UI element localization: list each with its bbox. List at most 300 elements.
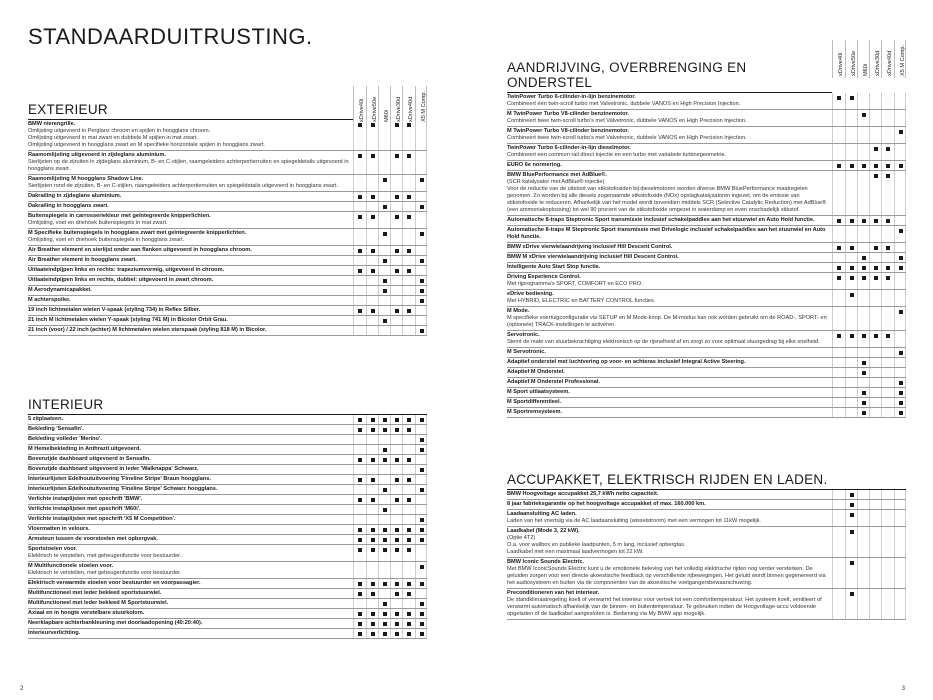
standard-marker — [402, 455, 414, 464]
table-row — [507, 263, 906, 273]
empty-cell — [390, 256, 402, 265]
empty-cell — [869, 398, 881, 407]
standard-marker — [857, 368, 869, 377]
standard-marker — [415, 202, 427, 211]
row-text — [28, 619, 353, 628]
availability-cells — [353, 609, 427, 618]
empty-cell — [845, 127, 857, 143]
row-description: M specifieke voertuigconfiguratie via SETUP en M Mode-knop. De M-modus kan ook worden gebruikt om de ROAD-, SPORT- en (optionele) TRACK-instellingen te activeren. — [507, 315, 827, 328]
standard-marker — [415, 579, 427, 588]
model-name: xDrive40d — [408, 96, 415, 122]
standard-marker — [832, 331, 844, 347]
availability-cells — [832, 290, 906, 306]
row-title: M TwinPower Turbo V8-cilinder benzinemotor. — [507, 111, 629, 117]
table-row — [28, 525, 427, 535]
table-row — [507, 171, 906, 216]
empty-cell — [353, 562, 365, 578]
availability-cells — [832, 490, 906, 499]
standard-marker — [366, 535, 378, 544]
table-row — [507, 348, 906, 358]
standard-marker — [402, 619, 414, 628]
table-row — [28, 599, 427, 609]
row-text — [507, 216, 832, 225]
empty-cell — [857, 171, 869, 215]
empty-cell — [894, 331, 906, 347]
row-title: Raamomlijsting M hoogglans Shadow Line. — [28, 176, 144, 182]
empty-cell — [832, 110, 844, 126]
standard-marker — [894, 398, 906, 407]
standard-marker — [402, 475, 414, 484]
model-name: xDrive30d — [875, 50, 882, 76]
row-title: Intelligente Auto Start Stop functie. — [507, 264, 601, 270]
row-title: EURO 6e normering. — [507, 162, 562, 168]
empty-cell — [832, 408, 844, 417]
availability-cells — [353, 535, 427, 544]
row-text — [28, 525, 353, 534]
empty-cell — [390, 229, 402, 245]
standard-marker — [353, 266, 365, 275]
empty-cell — [869, 408, 881, 417]
model-name: xDrive30d — [396, 96, 403, 122]
model-column-header — [366, 86, 378, 124]
table-row — [507, 510, 906, 527]
row-title: M Multifunctionele stoelen voor. — [28, 563, 114, 569]
standard-marker — [402, 535, 414, 544]
row-title: eDrive bediening. — [507, 291, 554, 297]
availability-cells — [832, 273, 906, 289]
table-row — [507, 490, 906, 500]
model-column-header — [832, 40, 844, 78]
standard-marker — [402, 495, 414, 504]
empty-cell — [832, 144, 844, 160]
empty-cell — [845, 408, 857, 417]
empty-cell — [869, 388, 881, 397]
empty-cell — [353, 485, 365, 494]
row-title: Adaptief M Onderstel Professional. — [507, 379, 600, 385]
empty-cell — [894, 500, 906, 509]
standard-marker — [390, 525, 402, 534]
standard-marker — [390, 455, 402, 464]
row-description: (SCR katalysator met AdBlue® injectie) Voor de reductie van de uitstoot van stikstofoxiden bij dieselmotoren worden diverse BMW BluePerformance maatregelen genomen. Zo worden bij alle diesels zogenaamde stikstofoxide (NOx) opslagkatalysatoren ingezet, om de emissie van stikstofoxide te reduceren. Afhankelijk van het model wordt bovendien middels SCR (Selective Catalytic Reduction) met AdBlue® (een ammoniakoplossing) tot wel 90 procent van de stikstofoxide omgezet in waterdamp en even onschadelijk stikstof. — [507, 179, 827, 213]
empty-cell — [390, 326, 402, 335]
empty-cell — [402, 505, 414, 514]
empty-cell — [390, 485, 402, 494]
empty-cell — [857, 378, 869, 387]
row-title: Verlichte instaplijsten met opschrift 'BMW'. — [28, 496, 143, 502]
table-row — [507, 368, 906, 378]
empty-cell — [415, 505, 427, 514]
standard-marker — [353, 246, 365, 255]
empty-cell — [845, 171, 857, 215]
interieur-rows — [28, 415, 427, 639]
row-description: Sierlijsten rond de zijruiten, B- en C-stijlen, raamgeleiders achterportierruiten en spiegeldetails uitgevoerd in hoogglans zwart. — [28, 183, 338, 189]
availability-cells — [353, 306, 427, 315]
standard-marker — [366, 589, 378, 598]
empty-cell — [415, 475, 427, 484]
row-title: M Servotronic. — [507, 349, 546, 355]
standard-marker — [857, 253, 869, 262]
empty-cell — [402, 296, 414, 305]
aandrijving-rows — [507, 93, 906, 418]
row-title: BMW BluePerformance met AdBlue®. — [507, 172, 607, 178]
empty-cell — [845, 307, 857, 330]
standard-marker — [415, 525, 427, 534]
availability-cells — [353, 120, 427, 150]
standard-marker — [353, 425, 365, 434]
standard-marker — [402, 579, 414, 588]
empty-cell — [832, 500, 844, 509]
standard-marker — [366, 415, 378, 424]
model-column-headers — [832, 40, 906, 78]
standard-marker — [845, 589, 857, 619]
standard-marker — [378, 545, 390, 561]
row-text — [507, 558, 832, 588]
row-description: Sierlijsten op de zijruiten in zijdeglans aluminium, B- en C-stijlen, raamgeleiders achterportierruiten en spiegeldetails uitgevoerd in hoogglans zwart. — [28, 159, 349, 172]
standard-marker — [832, 263, 844, 272]
standard-marker — [402, 120, 414, 150]
row-text — [507, 331, 832, 347]
empty-cell — [378, 475, 390, 484]
row-text — [28, 579, 353, 588]
standard-marker — [881, 171, 893, 215]
empty-cell — [353, 505, 365, 514]
empty-cell — [378, 306, 390, 315]
row-title: Multifunctioneel met leder bekleed sportstuurwiel. — [28, 590, 162, 596]
empty-cell — [378, 296, 390, 305]
availability-cells — [353, 579, 427, 588]
empty-cell — [869, 368, 881, 377]
empty-cell — [366, 276, 378, 285]
availability-cells — [353, 151, 427, 174]
availability-cells — [832, 253, 906, 262]
availability-cells — [353, 415, 427, 424]
standard-marker — [378, 609, 390, 618]
empty-cell — [353, 256, 365, 265]
empty-cell — [402, 202, 414, 211]
standard-marker — [390, 589, 402, 598]
empty-cell — [881, 307, 893, 330]
row-title: BMW xDrive vierwielaandrijving inclusief Hill Descent Control. — [507, 244, 673, 250]
row-text — [507, 144, 832, 160]
row-title: 21 inch (voor) / 22 inch (achter) M lichtmetalen wielen sterspaak (styling 818 M) in Bicolor. — [28, 327, 267, 333]
empty-cell — [390, 599, 402, 608]
empty-cell — [402, 485, 414, 494]
standard-marker — [894, 388, 906, 397]
table-row — [28, 151, 427, 175]
standard-marker — [869, 263, 881, 272]
empty-cell — [869, 127, 881, 143]
row-description: Stemt de mate van stuurbekrachtiging elektronisch op de rijsnelheid af en zorgt zo voor optimaal stuurgedrag bij elke snelheid. — [507, 339, 820, 345]
empty-cell — [832, 226, 844, 242]
empty-cell — [881, 348, 893, 357]
standard-marker — [353, 589, 365, 598]
standard-marker — [845, 263, 857, 272]
standard-marker — [402, 415, 414, 424]
empty-cell — [366, 296, 378, 305]
standard-marker — [390, 246, 402, 255]
empty-cell — [894, 358, 906, 367]
row-title: M Hemelbekleding in Anthrazit uitgevoerd. — [28, 446, 141, 452]
standard-marker — [415, 415, 427, 424]
standard-marker — [402, 589, 414, 598]
standard-marker — [378, 445, 390, 454]
table-row — [507, 408, 906, 418]
row-text — [28, 545, 353, 561]
availability-cells — [832, 307, 906, 330]
standard-marker — [832, 216, 844, 225]
empty-cell — [881, 110, 893, 126]
availability-cells — [832, 510, 906, 526]
availability-cells — [832, 527, 906, 557]
empty-cell — [869, 527, 881, 557]
availability-cells — [353, 229, 427, 245]
standard-marker — [869, 144, 881, 160]
row-title: Elektrisch verwarmde stoelen voor bestuurder en voorpassagier. — [28, 580, 201, 586]
model-column-header — [881, 40, 893, 78]
model-column-header — [857, 40, 869, 78]
row-description: Met rijprogramma's SPORT, COMFORT en ECO PRO. — [507, 281, 643, 287]
standard-marker — [390, 619, 402, 628]
row-title: M Sportremsysteem. — [507, 409, 563, 415]
empty-cell — [832, 510, 844, 526]
row-description: Elektrisch te verstellen, met geheugenfunctie voor bestuurder. — [28, 570, 182, 576]
standard-marker — [390, 151, 402, 174]
standard-marker — [353, 151, 365, 174]
row-title: M achterspoiler. — [28, 297, 71, 303]
empty-cell — [390, 562, 402, 578]
standard-marker — [857, 273, 869, 289]
standard-marker — [366, 151, 378, 174]
row-title: Dakrailing in hoogglans zwart. — [28, 203, 109, 209]
row-description: Laden van het voertuig via de AC laadaansluiting (wisselstroom) met een vermogen tot 11kW mogelijk. — [507, 518, 761, 524]
standard-marker — [832, 273, 844, 289]
row-title: BMW M xDrive vierwielaandrijving inclusief Hill Descent Control. — [507, 254, 679, 260]
section-title-aandrijving: AANDRIJVING, OVERBRENGING EN ONDERSTEL — [507, 60, 832, 93]
row-text — [28, 562, 353, 578]
table-row — [28, 296, 427, 306]
standard-marker — [378, 525, 390, 534]
standard-marker — [353, 475, 365, 484]
standard-marker — [390, 475, 402, 484]
row-title: M Specifieke buitenspiegels in hoogglans zwart met geïntegreerde knipperlichten. — [28, 230, 247, 236]
row-title: Interieurlijsten Edelhoutuitvoering 'Fineline Stripe' Schwarz hoogglans. — [28, 486, 218, 492]
empty-cell — [881, 388, 893, 397]
row-title: TwinPower Turbo 6-cilinder-in-lijn dieselmotor. — [507, 145, 631, 151]
empty-cell — [353, 229, 365, 245]
empty-cell — [857, 348, 869, 357]
row-text — [28, 229, 353, 245]
row-text — [28, 256, 353, 265]
row-text — [507, 127, 832, 143]
row-text — [28, 175, 353, 191]
empty-cell — [881, 527, 893, 557]
availability-cells — [353, 316, 427, 325]
availability-cells — [353, 192, 427, 201]
table-row — [507, 253, 906, 263]
row-title: Automatische 8-traps Steptronic Sport transmissie inclusief schakelpaddles aan het stuurwiel en Auto Hold functie. — [507, 217, 815, 223]
standard-marker — [378, 229, 390, 245]
table-row — [28, 465, 427, 475]
table-row — [507, 398, 906, 408]
standard-marker — [353, 525, 365, 534]
standard-marker — [832, 161, 844, 170]
availability-cells — [353, 619, 427, 628]
table-row — [28, 276, 427, 286]
row-title: Bovenzijde dashboard uitgevoerd in leder 'Walknappa' Schwarz. — [28, 466, 199, 472]
empty-cell — [857, 558, 869, 588]
empty-cell — [366, 202, 378, 211]
empty-cell — [415, 151, 427, 174]
row-description: Met HYBRID, ELECTRIC en BATTERY CONTROL functies. — [507, 298, 656, 304]
standard-marker — [881, 216, 893, 225]
empty-cell — [881, 226, 893, 242]
availability-cells — [832, 144, 906, 160]
standard-marker — [869, 171, 881, 215]
empty-cell — [857, 307, 869, 330]
empty-cell — [378, 495, 390, 504]
empty-cell — [869, 500, 881, 509]
row-title: TwinPower Turbo 6-cilinder-in-lijn benzinemotor. — [507, 94, 636, 100]
page-title: STANDAARDUITRUSTING. — [28, 24, 313, 49]
empty-cell — [857, 527, 869, 557]
empty-cell — [402, 445, 414, 454]
empty-cell — [881, 127, 893, 143]
row-description: Met BMW IconicSounds Electric kunt u de emotionele beleving van het volledig elektrische rijden nog verder versterken. De geluiden zorgen voor een directe akoestische feedback op verschillende rijbewegingen. Het geluid wordt binnen gegenereerd via het audiosysteem en buiten via de componenten van de akoestische voetgangersbewaarschuwing. — [507, 566, 826, 586]
availability-cells — [353, 296, 427, 305]
row-text — [28, 306, 353, 315]
standard-marker — [415, 175, 427, 191]
empty-cell — [378, 326, 390, 335]
availability-cells — [832, 368, 906, 377]
standard-marker — [415, 286, 427, 295]
standard-marker — [353, 192, 365, 201]
row-title: 19 inch lichtmetalen wielen V-spaak (styling 734) in Reflex Silber. — [28, 307, 201, 313]
empty-cell — [353, 435, 365, 444]
row-description: Omlijsting uitgevoerd in Perglanz chroom en spijlen in hoogglans chroom. Omlijsting uitgevoerd in mat zwart en dubbele M spijlen in mat zwart. Omlijsting uitgevoerd in hoogglans zwart en M specifieke horizontale spijlen in hoogglans zwart. — [28, 128, 265, 148]
availability-cells — [832, 263, 906, 272]
empty-cell — [881, 378, 893, 387]
standard-marker — [415, 276, 427, 285]
section-aandrijving — [507, 40, 906, 418]
empty-cell — [894, 290, 906, 306]
availability-cells — [832, 500, 906, 509]
empty-cell — [869, 358, 881, 367]
row-description: Elektrisch te verstellen, met geheugenfunctie voor bestuurder. — [28, 553, 182, 559]
table-row — [507, 589, 906, 620]
empty-cell — [881, 510, 893, 526]
standard-marker — [415, 619, 427, 628]
standard-marker — [415, 229, 427, 245]
empty-cell — [832, 358, 844, 367]
empty-cell — [832, 171, 844, 215]
empty-cell — [881, 490, 893, 499]
empty-cell — [869, 558, 881, 588]
row-text — [28, 455, 353, 464]
empty-cell — [415, 495, 427, 504]
empty-cell — [390, 465, 402, 474]
availability-cells — [353, 435, 427, 444]
empty-cell — [353, 465, 365, 474]
empty-cell — [832, 527, 844, 557]
standard-marker — [378, 599, 390, 608]
row-text — [507, 378, 832, 387]
empty-cell — [832, 378, 844, 387]
row-text — [507, 398, 832, 407]
table-row — [507, 558, 906, 589]
empty-cell — [894, 144, 906, 160]
empty-cell — [390, 175, 402, 191]
empty-cell — [857, 144, 869, 160]
standard-marker — [366, 425, 378, 434]
standard-marker — [390, 212, 402, 228]
row-title: M Aerodynamicapakket. — [28, 287, 92, 293]
empty-cell — [415, 316, 427, 325]
table-row — [507, 500, 906, 510]
empty-cell — [366, 465, 378, 474]
empty-cell — [869, 348, 881, 357]
row-title: Interieurverlichting. — [28, 630, 81, 636]
row-text — [28, 316, 353, 325]
empty-cell — [353, 326, 365, 335]
empty-cell — [881, 290, 893, 306]
standard-marker — [894, 226, 906, 242]
table-row — [28, 495, 427, 505]
empty-cell — [366, 256, 378, 265]
model-name: X5 M Comp. — [899, 44, 906, 76]
standard-marker — [857, 110, 869, 126]
table-row — [507, 110, 906, 127]
standard-marker — [378, 619, 390, 628]
empty-cell — [881, 358, 893, 367]
empty-cell — [402, 599, 414, 608]
empty-cell — [378, 246, 390, 255]
availability-cells — [832, 388, 906, 397]
standard-marker — [378, 505, 390, 514]
standard-marker — [353, 609, 365, 618]
empty-cell — [415, 545, 427, 561]
empty-cell — [390, 435, 402, 444]
empty-cell — [857, 510, 869, 526]
empty-cell — [894, 216, 906, 225]
empty-cell — [402, 276, 414, 285]
row-title: Bekleding volleder 'Merino'. — [28, 436, 102, 442]
row-description: Combineert twee twin-scroll turbo's met Valvetronic, dubbele VANOS en High Precision Injection. — [507, 135, 747, 141]
standard-marker — [366, 246, 378, 255]
row-text — [507, 510, 832, 526]
standard-marker — [378, 316, 390, 325]
availability-cells — [832, 348, 906, 357]
row-text — [28, 505, 353, 514]
empty-cell — [845, 388, 857, 397]
availability-cells — [353, 485, 427, 494]
row-description: Combineert één twin-scroll turbo met Valvetronic, dubbele VANOS en High Precision Injection. — [507, 101, 741, 107]
availability-cells — [353, 465, 427, 474]
standard-marker — [390, 495, 402, 504]
empty-cell — [881, 253, 893, 262]
empty-cell — [869, 93, 881, 109]
row-text — [28, 276, 353, 285]
empty-cell — [894, 558, 906, 588]
row-title: M TwinPower Turbo V8-cilinder benzinemotor. — [507, 128, 629, 134]
standard-marker — [353, 415, 365, 424]
standard-marker — [366, 619, 378, 628]
empty-cell — [390, 515, 402, 524]
empty-cell — [857, 290, 869, 306]
empty-cell — [869, 290, 881, 306]
row-title: Multifunctioneel met leder bekleed M Sportstuurwiel. — [28, 600, 169, 606]
standard-marker — [845, 273, 857, 289]
empty-cell — [881, 589, 893, 619]
